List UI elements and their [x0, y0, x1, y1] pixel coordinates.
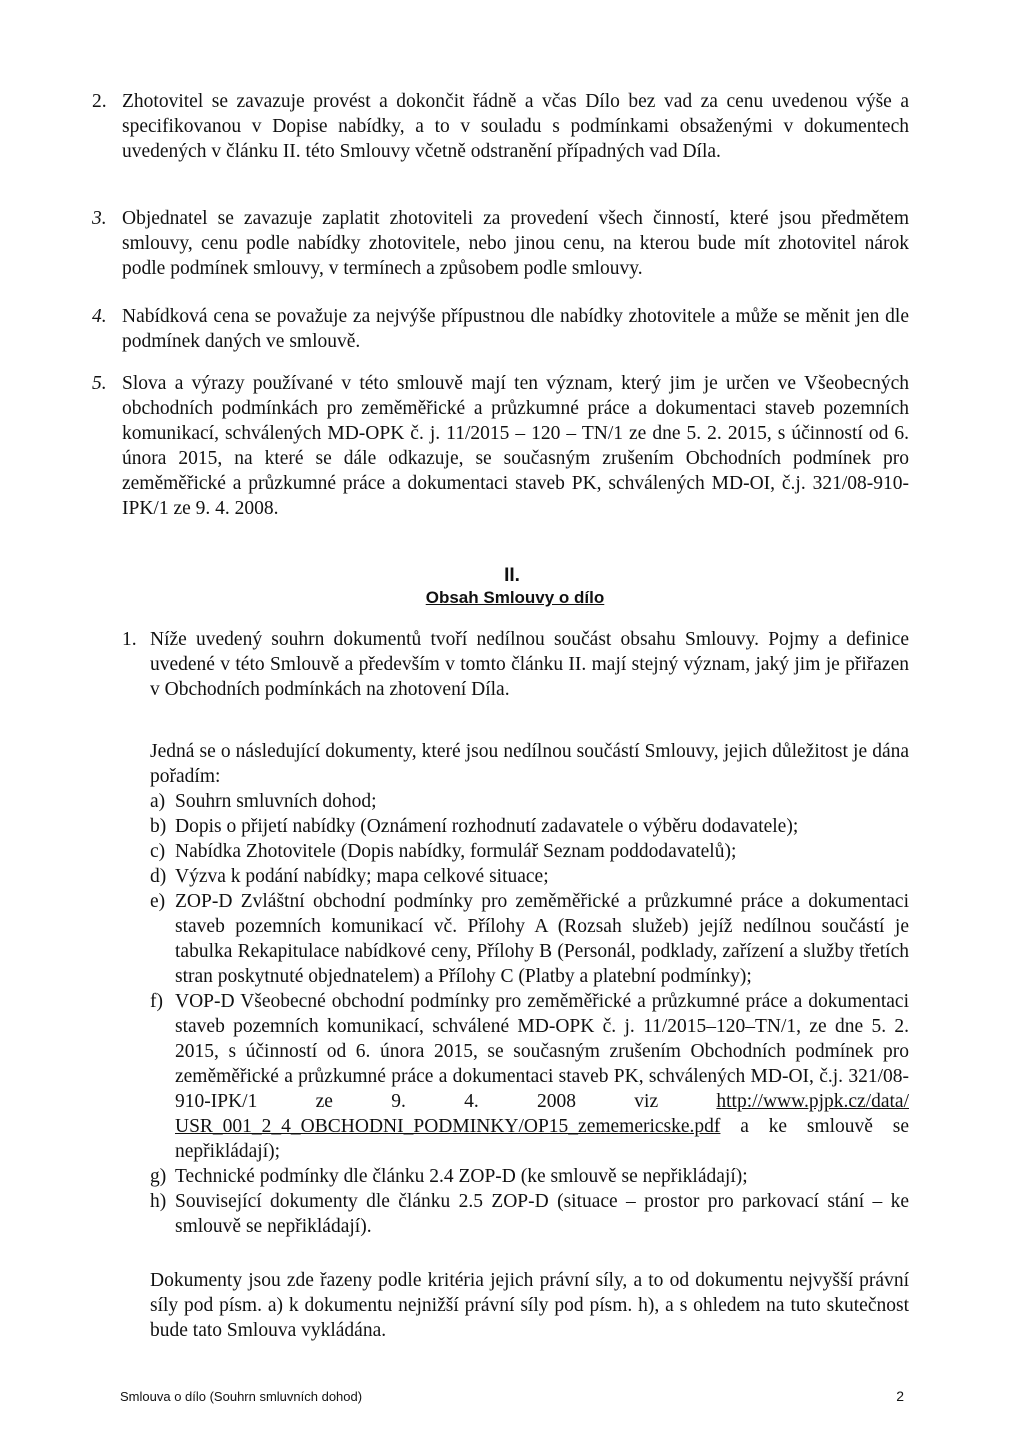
- article-text: Objednatel se zavazuje zaplatit zhotoviteli za provedení všech činností, které jsou předmětem smlouvy, cenu podle nabídky zhotovitele, nebo jinou cenu, na kterou bude mít zhotovitel nárok podle podmínek smlouvy, v termínech a způsobem podle smlouvy.: [122, 208, 909, 279]
- list-text: Technické podmínky dle článku 2.4 ZOP-D (ke smlouvě se nepřikládají);: [175, 1166, 748, 1187]
- list-item: [150, 889, 909, 989]
- clause-1: [122, 627, 909, 702]
- article-number: 4.: [92, 306, 107, 327]
- list-letter: a): [150, 791, 166, 812]
- list-letter: g): [150, 1166, 167, 1187]
- article-4: [92, 304, 909, 354]
- page-footer: [120, 1384, 910, 1409]
- list-letter: h): [150, 1191, 167, 1212]
- list-item: [150, 789, 909, 814]
- documents-intro: Jedná se o následující dokumenty, které jsou nedílnou součástí Smlouvy, jejich důležitost je dána pořadím:: [150, 741, 909, 787]
- article-text: Slova a výrazy používané v této smlouvě mají ten význam, který jim je určen ve Všeobecných obchodních podmínkách pro zeměměřické a průzkumné práce a dokumentaci staveb pozemních komunikací, schválených MD-OPK č. j. 11/2015 – 120 – TN/1 ze dne 5. 2. 2015, s účinností od 6. února 2015, na které se dále odkazuje, se současným zrušením Obchodních podmínek pro zeměměřické a průzkumné práce a dokumentaci staveb PK, schválených MD-OI, č.j. 321/08-910-IPK/1 ze 9. 4. 2008.: [122, 373, 909, 519]
- list-text: Souhrn smluvních dohod;: [175, 791, 377, 812]
- list-text: Nabídka Zhotovitele (Dopis nabídky, formulář Seznam poddodavatelů);: [175, 841, 737, 862]
- list-text: Související dokumenty dle článku 2.5 ZOP-D (situace – prostor pro parkovací stání – ke smlouvě se nepřikládají).: [175, 1191, 909, 1237]
- article-text: Nabídková cena se považuje za nejvýše přípustnou dle nabídky zhotovitele a může se měnit jen dle podmínek daných ve smlouvě.: [122, 306, 909, 352]
- list-letter: e): [150, 891, 166, 912]
- article-2: [92, 89, 909, 164]
- list-item: [150, 1164, 909, 1189]
- section-number: II.: [504, 565, 520, 586]
- article-number: 3.: [92, 208, 107, 229]
- list-item: [150, 839, 909, 864]
- list-letter: d): [150, 866, 167, 887]
- conditions-pdf-link[interactable]: http://www.pjpk.cz/data/ USR_001_2_4_OBCHODNI_PODMINKY/OP15_zememericske.pdf: [175, 1091, 909, 1137]
- clause-number: 1.: [122, 629, 137, 650]
- closing-paragraph: Dokumenty jsou zde řazeny podle kritéria jejich právní síly, a to od dokumentu nejvyšší právní síly pod písm. a) k dokumentu nejnižší právní síly pod písm. h), a s ohledem na tuto skutečnost bude tato Smlouva vykládána.: [150, 1270, 909, 1341]
- list-letter: c): [150, 841, 166, 862]
- clause-text: Níže uvedený souhrn dokumentů tvoří nedílnou součást obsahu Smlouvy. Pojmy a definice uvedené v této Smlouvě a především v tomto článku II. mají stejný význam, jaký jim je přiřazen v Obchodních podmínkách na zhotovení Díla.: [150, 629, 909, 700]
- list-letter: f): [150, 991, 163, 1012]
- list-item: [150, 814, 909, 839]
- list-text: ZOP-D Zvláštní obchodní podmínky pro zeměměřické a průzkumné práce a dokumentaci staveb pozemních komunikací vč. Přílohy A (Rozsah služeb) jejíž nedílnou součástí je tabulka Rekapitulace nabídkové ceny, Přílohy B (Personál, podklady, zařízení a služby třetích stran poskytnuté objednatelem) a Přílohy C (Platby a platební podmínky);: [175, 891, 909, 987]
- page-number: 2: [896, 1388, 904, 1404]
- list-text: Dopis o přijetí nabídky (Oznámení rozhodnutí zadavatele o výběru dodavatele);: [175, 816, 799, 837]
- list-item: [150, 1189, 909, 1239]
- documents-list: [150, 789, 909, 1239]
- footer-title: Smlouva o dílo (Souhrn smluvních dohod): [120, 1389, 363, 1404]
- section-title: Obsah Smlouvy o dílo: [425, 588, 605, 607]
- article-number: 2.: [92, 91, 107, 112]
- list-text: Výzva k podání nabídky; mapa celkové situace;: [175, 866, 549, 887]
- list-text-after-link: a ke smlouvě se nepřikládají);: [175, 1116, 909, 1162]
- list-letter: b): [150, 816, 167, 837]
- article-3: [92, 206, 909, 281]
- article-text: Zhotovitel se zavazuje provést a dokončit řádně a včas Dílo bez vad za cenu uvedenou výše a specifikovanou v Dopise nabídky, a to v souladu s podmínkami obsaženými v dokumentech uvedených v článku II. této Smlouvy včetně odstranění případných vad Díla.: [122, 91, 909, 162]
- article-5: [92, 371, 909, 521]
- list-text: VOP-D Všeobecné obchodní podmínky pro zeměměřické a průzkumné práce a dokumentaci staveb pozemních komunikací, schválené MD-OPK č. j. 11/2015–120–TN/1, ze dne 5. 2. 2015, s účinností od 6. února 2015, se současným zrušením Obchodních podmínek pro zeměměřické a průzkumné práce a dokumentaci staveb PK, schválených MD-OI, č.j. 321/08-910-IPK/1 ze 9. 4. 2008 viz: [175, 991, 909, 1112]
- article-number: 5.: [92, 373, 107, 394]
- list-item: [150, 989, 909, 1164]
- list-item: [150, 864, 909, 889]
